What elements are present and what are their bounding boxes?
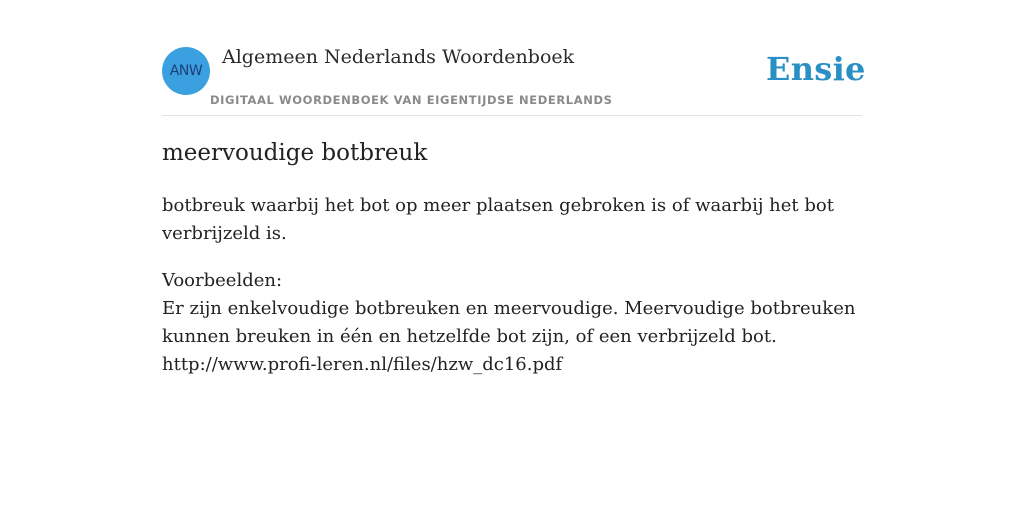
entry-title: meervoudige botbreuk <box>162 140 428 166</box>
example-line: kunnen breuken in één en hetzelfde bot zijn, of een verbrijzeld bot. <box>162 326 777 347</box>
header-divider <box>162 115 862 116</box>
example-source-link: http://www.profi-leren.nl/files/hzw_dc16.pdf <box>162 354 563 375</box>
entry-definition: botbreuk waarbij het bot op meer plaatsen gebroken is of waarbij het bot verbrijzeld is. <box>162 195 834 244</box>
anw-logo <box>162 47 210 95</box>
example-line: Er zijn enkelvoudige botbreuken en meervoudige. Meervoudige botbreuken <box>162 298 856 319</box>
site-subtitle: DIGITAAL WOORDENBOEK VAN EIGENTIJDSE NEDERLANDS <box>210 93 613 107</box>
site-title: Algemeen Nederlands Woordenboek <box>222 46 575 68</box>
examples-section <box>162 267 862 379</box>
ensie-brand-link[interactable]: Ensie <box>766 50 866 88</box>
examples-label: Voorbeelden: <box>162 270 283 291</box>
logo-text: ANW <box>169 63 203 79</box>
